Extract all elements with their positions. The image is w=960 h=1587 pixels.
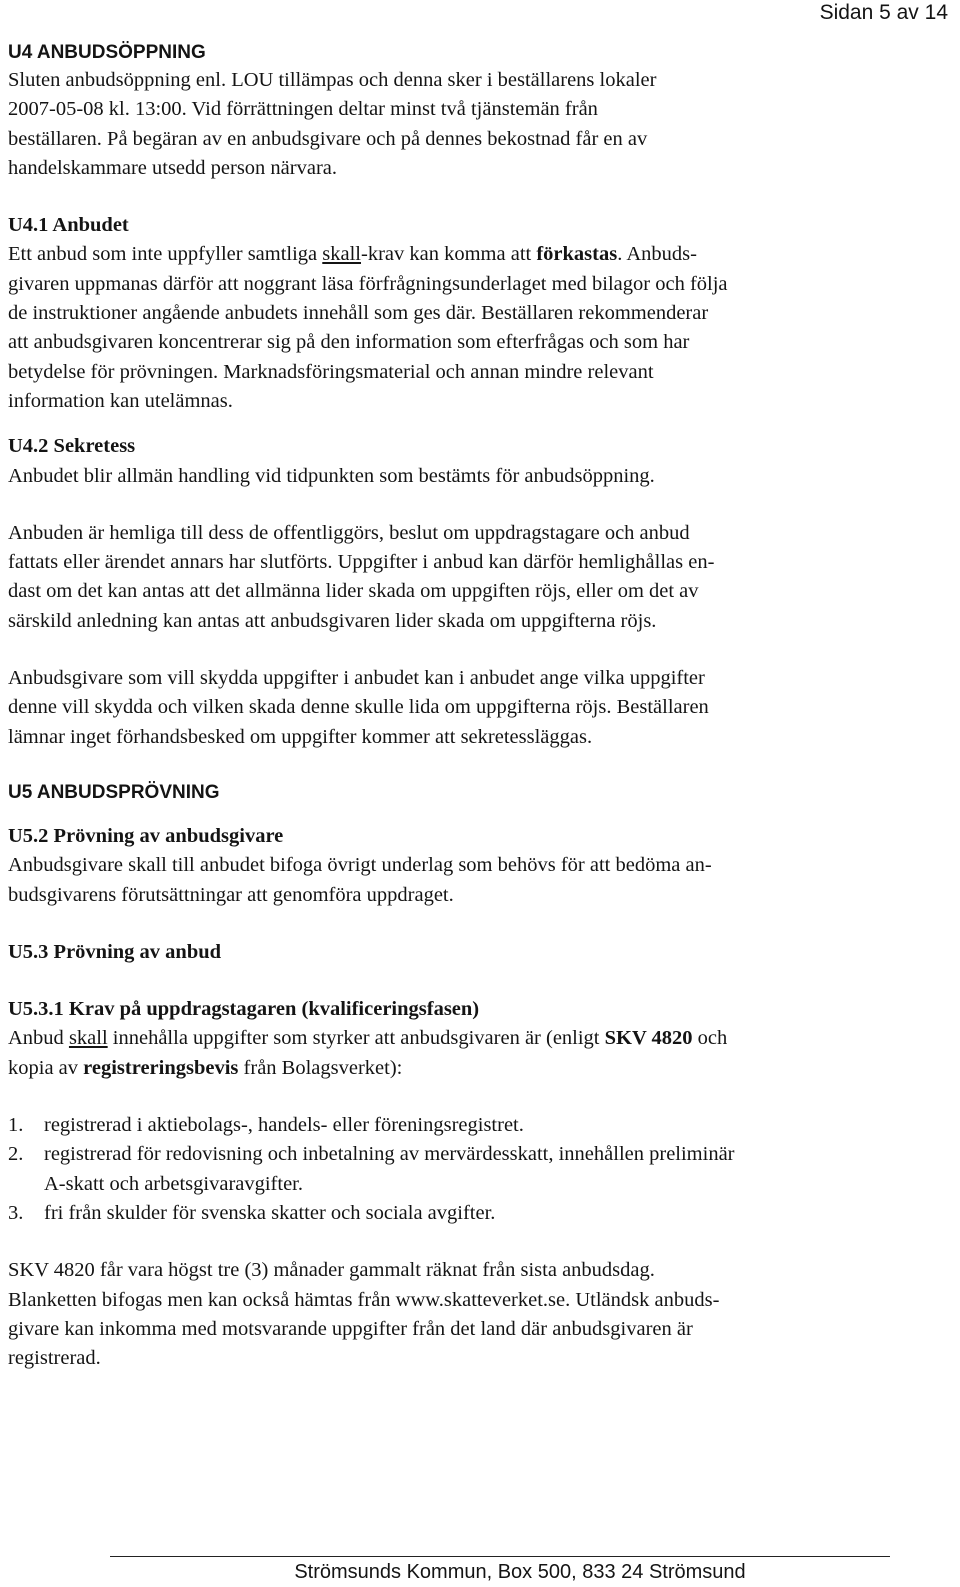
- u5-3-1-line: Anbud skall innehålla uppgifter som styrker att anbudsgivaren är (enligt SKV 4820 och: [8, 1027, 728, 1050]
- u5-2-line: budsgivarens förutsättningar att genomföra uppdraget.: [8, 883, 454, 906]
- skv-note-line: registrerad.: [8, 1347, 101, 1370]
- list-item: [8, 1140, 948, 1199]
- list-item-number: 1.: [8, 1114, 24, 1137]
- section-heading-u5-2: U5.2 Prövning av anbudsgivare: [8, 824, 284, 847]
- section-heading-u4-2: U4.2 Sekretess: [8, 435, 136, 458]
- section-heading-u5-3-1: U5.3.1 Krav på uppdragstagaren (kvalificeringsfasen): [8, 998, 480, 1021]
- u4-1-line: de instruktioner angående anbudets innehåll som ges där. Beställaren rekommenderar: [8, 302, 709, 325]
- u5-3-1-line: kopia av registreringsbevis från Bolagsverket):: [8, 1056, 403, 1079]
- list-item-number: 3.: [8, 1201, 24, 1224]
- requirements-list: [8, 1111, 948, 1228]
- page-footer: Strömsunds Kommun, Box 500, 833 24 Strömsund: [294, 1561, 746, 1583]
- u4-2-line: Anbudsgivare som vill skydda uppgifter i anbudet kan i anbudet ange vilka uppgifter: [8, 667, 705, 690]
- u4-line: Sluten anbudsöppning enl. LOU tillämpas och denna sker i beställarens lokaler: [8, 69, 657, 91]
- u4-2-line: särskild anledning kan antas att anbudsgivaren lider skada om uppgifterna röjs.: [8, 609, 657, 632]
- u4-2-line: dast om det kan antas att det allmänna lider skada om uppgiften röjs, eller om det av: [8, 580, 699, 603]
- forkastas-emphasis: förkastas: [536, 243, 618, 266]
- u4-1-line: givaren uppmanas därför att noggrant läsa förfrågningsunderlaget med bilagor och följa: [8, 272, 728, 295]
- list-item-number: 2.: [8, 1143, 24, 1166]
- section-heading-u5: U5 ANBUDSPRÖVNING: [8, 781, 220, 803]
- list-item-text: fri från skulder för svenska skatter och sociala avgifter.: [44, 1201, 496, 1224]
- section-heading-u4: U4 ANBUDSÖPPNING: [8, 42, 206, 63]
- skall-emphasis: skall: [68, 1027, 108, 1050]
- registreringsbevis-emphasis: registreringsbevis: [83, 1056, 239, 1079]
- list-item-text: A-skatt och arbetsgivaravgifter.: [44, 1172, 304, 1195]
- skv-4820-emphasis: SKV 4820: [604, 1027, 693, 1050]
- document-body: [8, 40, 948, 1373]
- skv-note-line: Blanketten bifogas men kan också hämtas från www.skatteverket.se. Utländsk anbuds-: [8, 1288, 720, 1311]
- list-item-text: registrerad för redovisning och inbetalning av mervärdesskatt, innehållen preliminär: [44, 1143, 735, 1166]
- footer-divider: [110, 1556, 890, 1557]
- list-item-text: registrerad i aktiebolags-, handels- eller föreningsregistret.: [44, 1114, 524, 1137]
- u4-2-line: denne vill skydda och vilken skada denne skulle lida om uppgifterna röjs. Beställaren: [8, 696, 709, 719]
- u4-line: handelskammare utsedd person närvara.: [8, 156, 338, 179]
- u4-1-line: betydelse för prövningen. Marknadsföringsmaterial och annan mindre relevant: [8, 360, 654, 383]
- page-number: Sidan 5 av 14: [819, 1, 948, 24]
- skall-emphasis: skall: [322, 243, 361, 266]
- u4-line: 2007-05-08 kl. 13:00. Vid förrättningen deltar minst två tjänstemän från: [8, 98, 598, 121]
- section-heading-u5-3: U5.3 Prövning av anbud: [8, 940, 222, 963]
- u5-2-line: Anbudsgivare skall till anbudet bifoga övrigt underlag som behövs för att bedöma an-: [8, 854, 712, 877]
- u4-1-line: att anbudsgivaren koncentrerar sig på den information som efterfrågas och som har: [8, 331, 690, 354]
- u4-1-line: Ett anbud som inte uppfyller samtliga skall-krav kan komma att förkastas. Anbuds-: [8, 243, 697, 266]
- u4-2-line: lämnar inget förhandsbesked om uppgifter kommer att sekretessläggas.: [8, 725, 593, 748]
- u4-2-paragraph-1: Anbudet blir allmän handling vid tidpunkten som bestämts för anbudsöppning.: [8, 464, 655, 487]
- skv-note-line: givare kan inkomma med motsvarande uppgifter från det land där anbudsgivaren är: [8, 1317, 693, 1340]
- u4-line: beställaren. På begäran av en anbudsgivare och på dennes bekostnad får en av: [8, 127, 648, 150]
- skv-note-line: SKV 4820 får vara högst tre (3) månader gammalt räknat från sista anbudsdag.: [8, 1259, 655, 1282]
- u4-2-line: fattats eller ärendet annars har slutförts. Uppgifter i anbud kan därför hemlighållas en-: [8, 551, 715, 574]
- list-item: [8, 1111, 948, 1140]
- u4-1-line: information kan utelämnas.: [8, 389, 233, 412]
- section-heading-u4-1: U4.1 Anbudet: [8, 214, 129, 237]
- list-item: [8, 1199, 948, 1228]
- u4-2-line: Anbuden är hemliga till dess de offentliggörs, beslut om uppdragstagare och anbud: [8, 521, 690, 544]
